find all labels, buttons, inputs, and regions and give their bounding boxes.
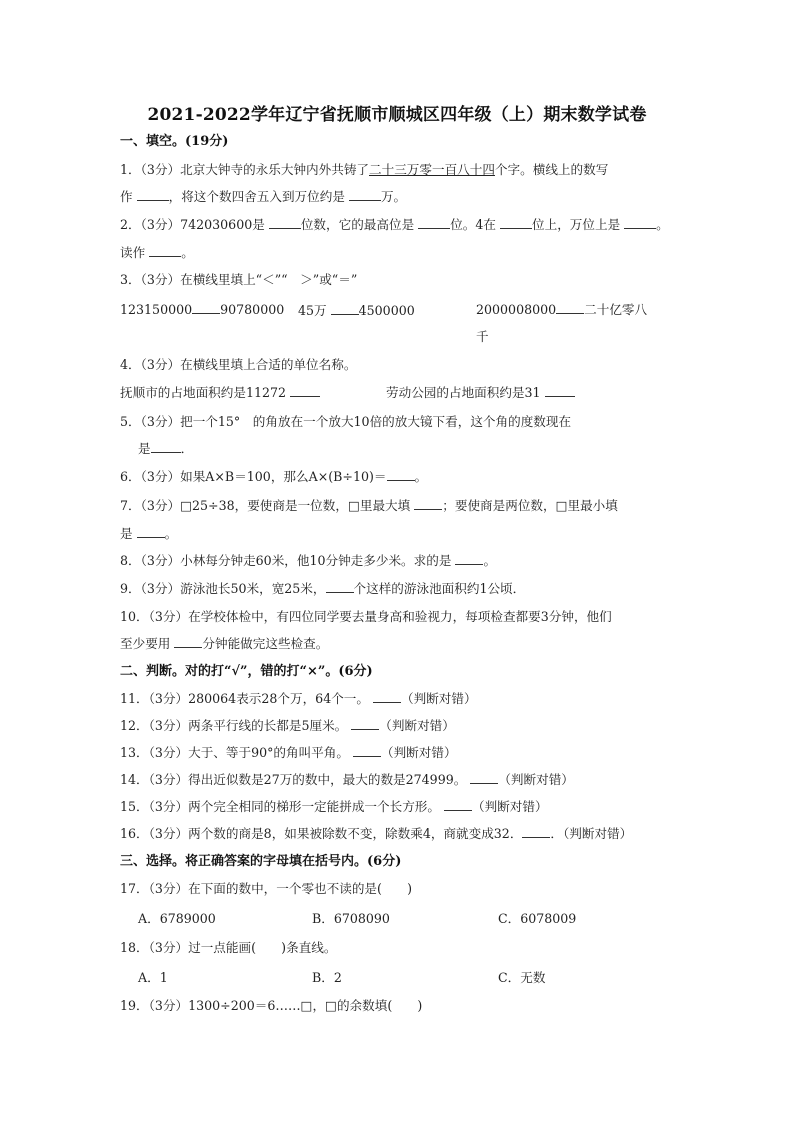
answer-blank[interactable] — [444, 798, 472, 811]
question-5-line-1: 5．（3分）把一个15° 的角放在一个放大10倍的放大镜下看，这个角的度数现在 — [120, 414, 572, 429]
question-11: 11．（3分）280064表示28个万，64个一。 （判断对错） — [120, 691, 477, 706]
option-a[interactable]: A．1 — [138, 970, 168, 985]
answer-blank[interactable] — [522, 825, 550, 838]
answer-blank[interactable] — [192, 301, 220, 314]
answer-blank[interactable] — [414, 497, 442, 510]
question-5-line-2: 是 ． — [138, 441, 194, 456]
question-1-line-1: 1．（3分）北京大钟寺的永乐大钟内外共铸了二十三万零一百八十四个字。横线上的数写 — [120, 162, 609, 177]
answer-blank[interactable] — [149, 244, 181, 257]
question-8: 8．（3分）小林每分钟走60米，他10分钟走多少米。求的是 。 — [120, 553, 497, 568]
answer-blank[interactable] — [418, 216, 450, 229]
question-19: 19．（3分）1300÷200＝6……□，□的余数填( ) — [120, 998, 423, 1013]
answer-blank[interactable] — [290, 384, 320, 397]
section-heading-choice: 三、选择。将正确答案的字母填在括号内。(6分) — [120, 854, 402, 869]
answer-blank[interactable] — [470, 771, 498, 784]
question-18: 18．（3分）过一点能画( )条直线。 — [120, 940, 337, 955]
section-heading-judge: 二、判断。对的打“√”，错的打“×”。(6分) — [120, 664, 373, 679]
answer-blank[interactable] — [331, 302, 359, 315]
question-10-line-2: 至少要用 分钟能做完这些检查。 — [120, 636, 329, 651]
question-10-line-1: 10．（3分）在学校体检中，有四位同学要去量身高和验视力，每项检查都要3分钟，他们 — [120, 609, 612, 624]
question-12: 12．（3分）两条平行线的长都是5厘米。 （判断对错） — [120, 718, 455, 733]
answer-blank[interactable] — [373, 690, 401, 703]
question-6: 6．（3分）如果A×B＝100，那么A×(B÷10)＝ 。 — [120, 469, 428, 484]
question-7-line-2: 是 。 — [120, 526, 178, 541]
question-15: 15．（3分）两个完全相同的梯形一定能拼成一个长方形。 （判断对错） — [120, 799, 548, 814]
question-1-line-2: 作 ，将这个数四舍五入到万位约是 万。 — [120, 189, 407, 204]
question-16: 16．（3分）两个数的商是8，如果被除数不变，除数乘4，商就变成32． ．（判断对错） — [120, 826, 633, 841]
question-4-line-1: 4．（3分）在横线里填上合适的单位名称。 — [120, 357, 357, 372]
comparison-item-2: 45万 4500000 — [298, 303, 415, 318]
page-title: 2021-2022学年辽宁省抚顺市顺城区四年级（上）期末数学试卷 — [147, 105, 647, 125]
answer-blank[interactable] — [500, 216, 532, 229]
answer-blank[interactable] — [151, 440, 181, 453]
comparison-item-3-wrap: 千 — [476, 329, 489, 344]
answer-blank[interactable] — [349, 188, 381, 201]
answer-blank[interactable] — [455, 552, 483, 565]
question-7-line-1: 7．（3分）□25÷38，要使商是一位数，□里最大填 ；要使商是两位数，□里最小填 — [120, 498, 618, 513]
answer-blank[interactable] — [269, 216, 301, 229]
comparison-item-1: 123150000 90780000 — [120, 302, 285, 317]
question-9: 9．（3分）游泳池长50米，宽25米， 个这样的游泳池面积约1公顷． — [120, 581, 526, 596]
answer-blank[interactable] — [545, 384, 575, 397]
answer-blank[interactable] — [387, 468, 415, 481]
answer-blank[interactable] — [174, 635, 202, 648]
answer-blank[interactable] — [137, 525, 165, 538]
option-b[interactable]: B．2 — [312, 970, 342, 985]
section-heading-fill: 一、填空。(19分) — [120, 134, 229, 149]
question-17: 17．（3分）在下面的数中，一个零也不读的是( ) — [120, 881, 413, 896]
answer-blank[interactable] — [326, 580, 354, 593]
answer-blank[interactable] — [353, 744, 381, 757]
question-2-line-1: 2．（3分）742030600是 位数，它的最高位是 位。4在 位上，万位上是 。 — [120, 217, 669, 232]
option-b[interactable]: B．6708090 — [312, 911, 390, 926]
question-2-line-2: 读作 。 — [120, 245, 194, 260]
unit-item-1: 抚顺市的占地面积约是11272 — [120, 384, 320, 402]
question-14: 14．（3分）得出近似数是27万的数中，最大的数是274999。 （判断对错） — [120, 772, 574, 787]
comparison-item-3: 2000008000 二十亿零八 — [476, 302, 648, 317]
option-a[interactable]: A．6789000 — [138, 911, 216, 926]
option-c[interactable]: C．无数 — [498, 970, 546, 985]
question-13: 13．（3分）大于、等于90°的角叫平角。 （判断对错） — [120, 745, 457, 760]
answer-blank[interactable] — [556, 301, 584, 314]
answer-blank[interactable] — [624, 216, 656, 229]
answer-blank[interactable] — [137, 188, 169, 201]
question-3-line-1: 3．（3分）在横线里填上“＜”“ ＞”或“＝” — [120, 272, 358, 287]
answer-blank[interactable] — [351, 717, 379, 730]
option-c[interactable]: C．6078009 — [498, 911, 577, 926]
unit-item-2: 劳动公园的占地面积约是31 — [386, 384, 575, 402]
underlined-number-text: 二十三万零一百八十四 — [369, 162, 495, 177]
